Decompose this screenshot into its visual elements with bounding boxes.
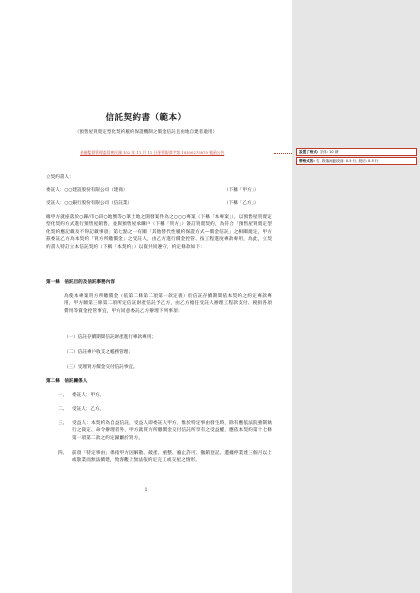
article1-item-1: （一）信託存續期間信託財產進行專款專用； xyxy=(64,335,156,340)
preamble-paragraph: 緣甲方就座落於○縣/市○段○地號等○筆土地之開發案件為之○○○專案（下稱「本專案」），以預售屋買賣定型化契約方式進行預售屋銷售，並與預售屋承購戶（下稱「買方」）簽訂買賣契約，為符合「預售屋買賣定型化契約應記載及不得記載事項」第七點之一有關「其他替代性履約保證方式—價金信託」之相關規定，甲方茲委託乙方為本契約「買方所繳價金」之受託人，由乙方進行價金控管、按工程進度專款專用，為此，立契約書人特訂立本信託契約（下稱「本契約」）以資共同遵守，約定條款如下： xyxy=(46,215,272,250)
article2-item-1-num: 一、 xyxy=(58,393,68,398)
trustee-short: （下稱「乙方」） xyxy=(224,201,259,206)
format-comment-2[interactable] xyxy=(296,157,417,165)
trustee-label: 受託人：○○銀行股份有限公司（信託業） xyxy=(46,201,133,206)
article2-item-1-text: 委託人：甲方。 xyxy=(72,393,105,398)
comment-sidebar xyxy=(292,0,420,593)
settlor-label: 委託人：○○建設股份有限公司（建商） xyxy=(46,188,128,193)
article2-heading: 第二條 信託關係人 xyxy=(46,379,88,384)
article2-item-4-num: 四、 xyxy=(58,451,68,456)
article1-body: 為使本專案買方所繳價金（依第二條第二項第一款定義）於信託存續期間依本契約之約定專款專用，甲方願第三條第二項所定信託財產信託予乙方，由乙方擔任受託人辦理工程款支付、稅捐各項費用等資金控管事宜，甲方同意委託乙方辦理下列事項： xyxy=(64,294,272,314)
comment-1-label: 設置了格式: xyxy=(299,150,319,154)
format-comment-1[interactable] xyxy=(296,148,417,156)
comment-2-label: 帶格式的: xyxy=(299,159,315,163)
doc-subtitle: （預售屋買賣定型化契約履約保證機制之價金信託且由地自建者適用） xyxy=(74,130,218,135)
article2-item-4-text: 前項「特定事由」係指甲方因解散、破產、重整、廢止許可、撤銷登記、遭據停業達三個月以上或歇業而無法續建，致客觀上無法依約定完工或交屋之情形。 xyxy=(72,451,272,464)
article1-item-2: （二）信託專戶收支之帳務管理； xyxy=(64,350,133,355)
article2-item-3-num: 三、 xyxy=(58,421,68,426)
article2-item-3-text: 受益人：本契約為自益信託，受益人即委託人甲方，惟於特定事由發生時，除有應依法院強制執行之裁定、命令辦理者外，甲方就買方所繳價金交付信託所享有之受益權，應依本契約第十七條第一項第二款之約定歸屬於買方。 xyxy=(72,421,272,441)
article1-heading: 第一條 信託目的及信託事務內容 xyxy=(46,280,115,285)
article2-item-2-num: 二、 xyxy=(58,407,68,412)
page-number: 1 xyxy=(144,488,148,493)
article1-item-3: （三）受理買方價金交付信託事宜。 xyxy=(64,365,138,370)
revision-leader-line xyxy=(274,153,292,154)
settlor-short: （下稱「甲方」） xyxy=(224,188,259,193)
article2-item-2-text: 受託人：乙方。 xyxy=(72,407,105,412)
comment-1-value: 字体: 10 磅 xyxy=(319,150,339,154)
comment-2-value: 右, 段落间距段前: 0.5 行, 段后: 0.5 行 xyxy=(315,159,379,163)
doc-title: 信託契約書（範本） xyxy=(105,113,187,123)
revision-notice[interactable]: 金融監督管理委員會民國 102 年 11 月 11 日金管銀票字第 10200275870 號函公告 xyxy=(80,150,225,155)
party-heading: 立契約書人： xyxy=(46,175,74,180)
